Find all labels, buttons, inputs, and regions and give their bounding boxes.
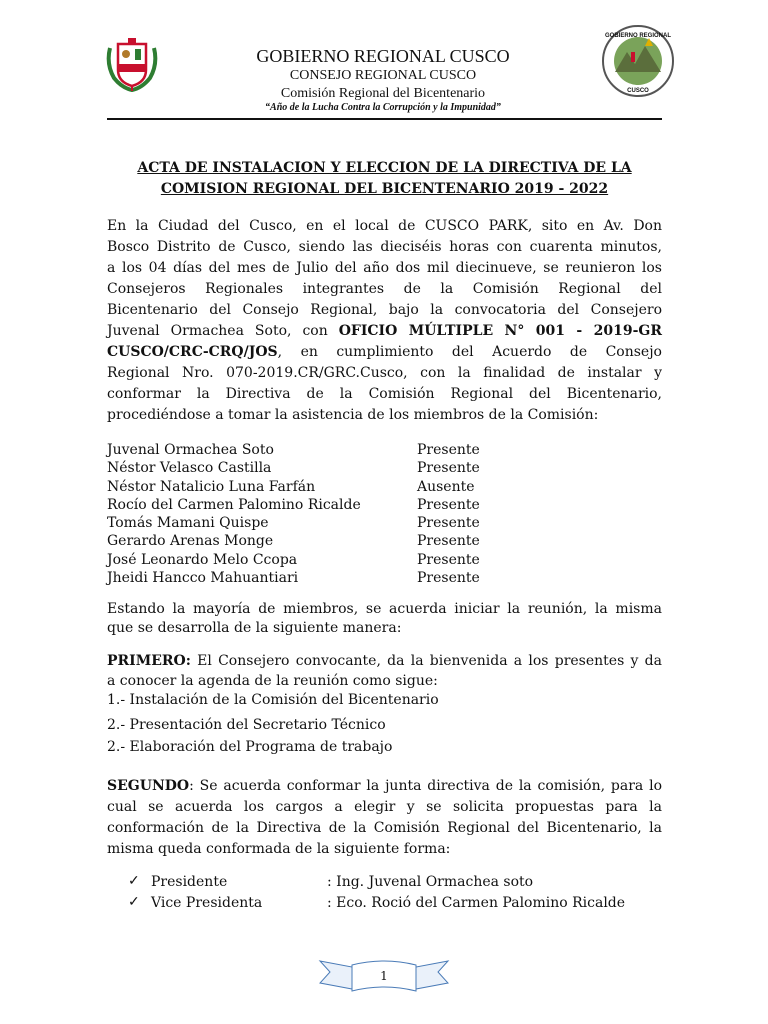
member-status: Presente [417,552,480,568]
peru-coat-of-arms-logo [104,34,160,92]
oficio-code: CUSCO/CRC-CRQ/JOS [107,344,278,360]
intro-text: Juvenal Ormachea Soto, con [107,323,339,339]
segundo-line [107,776,662,797]
page-number: 1 [380,969,388,983]
intro-line: conformar la Directiva de la Comisión Regional del Bicentenario, [107,386,662,402]
role-title: Presidente [151,874,228,890]
agenda-item: 2.- Elaboración del Programa de trabajo [107,739,393,755]
intro-line [107,342,662,363]
primero-line [107,651,662,671]
intro-line: En la Ciudad del Cusco, en el local de CUSCO PARK, sito en Av. Don [107,218,662,234]
member-status: Presente [417,533,480,549]
member-name: Rocío del Carmen Palomino Ricalde [107,497,361,513]
intro-line: Bosco Distrito de Cusco, siendo las dieciséis horas con cuarenta minutos, [107,239,662,255]
checkmark-icon: ✓ [128,873,140,889]
intro-line: Consejeros Regionales integrantes de la Comisión Regional del [107,281,662,297]
intro-line: Bicentenario del Consejo Regional, bajo la convocatoria del Consejero [107,302,662,318]
member-status: Presente [417,460,480,476]
oficio-reference: OFICIO MÚLTIPLE N° 001 - 2019-GR [338,323,662,339]
header-motto: “Año de la Lucha Contra la Corrupción y la Impunidad” [265,102,501,113]
member-status: Presente [417,515,480,531]
segundo-line: conformación de la Directiva de la Comisión Regional del Bicentenario, la [107,820,662,836]
logo-top-text: GOBIERNO REGIONAL [604,33,672,39]
header-divider [107,118,662,120]
role-holder: : Eco. Roció del Carmen Palomino Ricalde [327,895,626,911]
primero-line: a conocer la agenda de la reunión como sigue: [107,673,438,689]
member-status: Presente [417,497,480,513]
document-title-line-1: ACTA DE INSTALACION Y ELECCION DE LA DIRECTIVA DE LA [137,160,632,176]
member-name: Néstor Velasco Castilla [107,460,272,476]
intro-line: a los 04 días del mes de Julio del año dos mil diecinueve, se reunieron los [107,260,662,276]
member-status: Presente [417,570,480,586]
gobierno-regional-cusco-logo [601,24,675,98]
primero-paragraph [107,651,662,691]
quorum-line: Estando la mayoría de miembros, se acuerda iniciar la reunión, la misma [107,601,662,617]
intro-paragraph [107,216,662,426]
member-name: Néstor Natalicio Luna Farfán [107,479,316,495]
segundo-line: cual se acuerda los cargos a elegir y se solicita propuestas para la [107,799,662,815]
checkmark-icon: ✓ [128,894,140,910]
role-holder: : Ing. Juvenal Ormachea soto [327,874,534,890]
segundo-label: SEGUNDO [107,778,190,794]
segundo-text: : Se acuerda conformar la junta directiva de la comisión, para lo [189,778,662,794]
member-name: Gerardo Arenas Monge [107,533,274,549]
document-title-line-2: COMISION REGIONAL DEL BICENTENARIO 2019 - 2022 [160,181,609,197]
segundo-line: misma queda conformada de la siguiente forma: [107,841,451,857]
member-name: Tomás Mamani Quispe [107,515,269,531]
intro-line [107,321,662,342]
member-status: Ausente [417,479,475,495]
agenda-item: 1.- Instalación de la Comisión del Bicentenario [107,692,439,708]
agenda-item: 2.- Presentación del Secretario Técnico [107,717,386,733]
segundo-paragraph [107,776,662,860]
intro-line: procediéndose a tomar la asistencia de los miembros de la Comisión: [107,407,599,423]
member-status: Presente [417,442,480,458]
member-name: José Leonardo Melo Ccopa [107,552,298,568]
intro-line: Regional Nro. 070-2019.CR/GRC.Cusco, con la finalidad de instalar y [107,365,662,381]
header-org: GOBIERNO REGIONAL CUSCO [256,46,510,66]
quorum-line: que se desarrolla de la siguiente manera: [107,620,402,636]
member-name: Juvenal Ormachea Soto [107,442,274,458]
header-council: CONSEJO REGIONAL CUSCO [289,68,477,83]
logo-bottom-text: CUSCO [627,88,649,94]
intro-text: , en cumplimiento del Acuerdo de Consejo [277,344,662,360]
primero-text: El Consejero convocante, da la bienvenida a los presentes y da [190,653,662,669]
member-name: Jheidi Hancco Mahuantiari [107,570,299,586]
quorum-paragraph [107,600,662,638]
header-commission: Comisión Regional del Bicentenario [280,86,486,101]
role-title: Vice Presidenta [151,895,263,911]
primero-label: PRIMERO: [107,653,191,669]
